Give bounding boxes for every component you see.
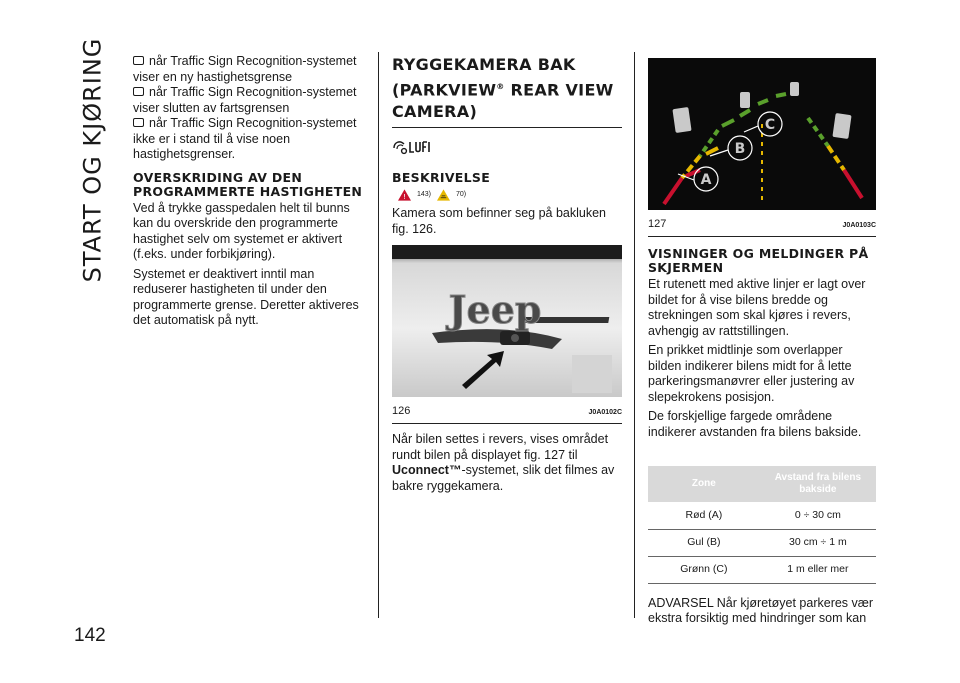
table-cell: 30 cm ÷ 1 m: [760, 529, 876, 556]
page-number: 142: [74, 625, 106, 646]
warning-references: [398, 187, 622, 203]
table-row: [648, 556, 876, 583]
heading-line-3: CAMERA): [392, 102, 478, 122]
heading-line-2a: (PARKVIEW: [392, 80, 497, 100]
svg-text:!: !: [403, 191, 406, 201]
paragraph: Et rutenett med aktive linjer er lagt over bildet for å vise bilens bredde og strekningen som skal kjøres i revers, avhengig av rattstillingen.: [648, 277, 866, 338]
warning-paragraph: ADVARSEL Når kjøretøyet parkeres vær ekstra forsiktig med hindringer som kan: [648, 595, 874, 625]
figure-number: 127: [648, 217, 667, 230]
bullet-text: når Traffic Sign Recognition-systemet viser en ny hastighetsgrense: [133, 54, 357, 84]
table-cell: Gul (B): [648, 529, 760, 556]
uconnect-icon: [392, 138, 432, 156]
heading-line-1: RYGGEKAMERA BAK: [392, 55, 576, 74]
tailgate-camera-photo: [392, 245, 622, 397]
chapter-side-title-text: START OG KJØRING: [78, 37, 107, 283]
section-title-displays: VISNINGER OG MELDINGER PÅ SKJERMEN: [648, 246, 869, 275]
bullet-text: når Traffic Sign Recognition-systemet ikke er i stand til å vise noen hastighetsgrenser.: [133, 116, 357, 161]
jeep-logo: [446, 287, 542, 332]
zone-label-b: B: [734, 141, 746, 157]
column-1: [133, 54, 365, 333]
figure-127: [648, 52, 876, 237]
bullet-text: når Traffic Sign Recognition-systemet viser slutten av fartsgrensen: [133, 85, 357, 115]
figure-code: J0A0102C: [588, 408, 622, 416]
figure-number: 126: [392, 404, 411, 417]
figure-caption: [648, 217, 876, 238]
svg-text:Jeep: Jeep: [448, 287, 542, 333]
table-header-row: [648, 466, 876, 502]
paragraph: En prikket midtlinje som overlapper bilden indikerer bilens midt for å lette parkeringsmanøvrer eller justering av slepekrokens posisjon.: [648, 343, 855, 404]
caution-triangle-icon: [437, 189, 450, 201]
section-title-description: BESKRIVELSE: [392, 169, 491, 185]
danger-triangle-icon: [398, 189, 411, 201]
paragraph-part: Når bilen settes i revers, vises området rundt bilen på displayet fig. 127 til: [392, 432, 609, 462]
zone-label-a: A: [700, 172, 712, 188]
table-cell: 1 m eller mer: [760, 556, 876, 583]
warning-ref-2: 70): [456, 190, 467, 198]
speed-limit-sign-icon: [133, 87, 144, 96]
speed-limit-sign-icon: [133, 56, 144, 65]
figure-caption: [392, 404, 622, 425]
figure-code: J0A0103C: [842, 221, 876, 229]
chapter-side-title: [76, 37, 108, 283]
table-row: [648, 502, 876, 529]
paragraph: Kamera som befinner seg på bakluken fig. 126.: [392, 206, 607, 236]
heading-line-2b: REAR VIEW: [504, 80, 614, 100]
table-cell: Rød (A): [648, 502, 760, 529]
bullet-item: [133, 116, 365, 163]
registered-mark: ®: [496, 82, 505, 91]
paragraph: De forskjellige fargede områdene indikerer avstanden fra bilens bakside.: [648, 409, 862, 439]
warning-ref-1: 143): [417, 190, 432, 198]
paragraph: [392, 432, 622, 494]
bullet-item: [133, 85, 365, 116]
table-header-distance: Avstand fra bilens bakside: [760, 466, 876, 502]
main-heading: [392, 54, 622, 128]
table-cell: 0 ÷ 30 cm: [760, 502, 876, 529]
section-title-overriding: OVERSKRIDING AV DEN PROGRAMMERTE HASTIGHETEN: [133, 169, 363, 199]
paragraph: Ved å trykke gasspedalen helt til bunns kan du overskride den programmerte hastighet selv om systemet er aktivert (f.eks. under forbikjøring).: [133, 200, 350, 261]
column-divider-2: [634, 52, 635, 618]
speed-limit-sign-icon: [133, 118, 144, 127]
bullet-item: [133, 54, 365, 85]
uconnect-bold: Uconnect™: [392, 463, 462, 478]
paragraph: Systemet er deaktivert inntil man reduserer hastigheten til under den programmerte grense. Deretter aktiveres det automatisk på nytt.: [133, 266, 359, 327]
table-row: [648, 529, 876, 556]
parkview-grid-illustration: [648, 52, 876, 210]
zone-label-c: C: [764, 117, 776, 133]
table-header-zone: Zone: [648, 466, 760, 502]
column-divider-1: [378, 52, 379, 618]
table-cell: Grønn (C): [648, 556, 760, 583]
paragraph-part: -systemet, slik det filmes av bakre ryggekamera.: [392, 463, 615, 493]
figure-126: [392, 245, 622, 424]
distance-zones-table: [648, 466, 876, 584]
column-2: [392, 54, 622, 498]
column-3: [648, 52, 876, 631]
